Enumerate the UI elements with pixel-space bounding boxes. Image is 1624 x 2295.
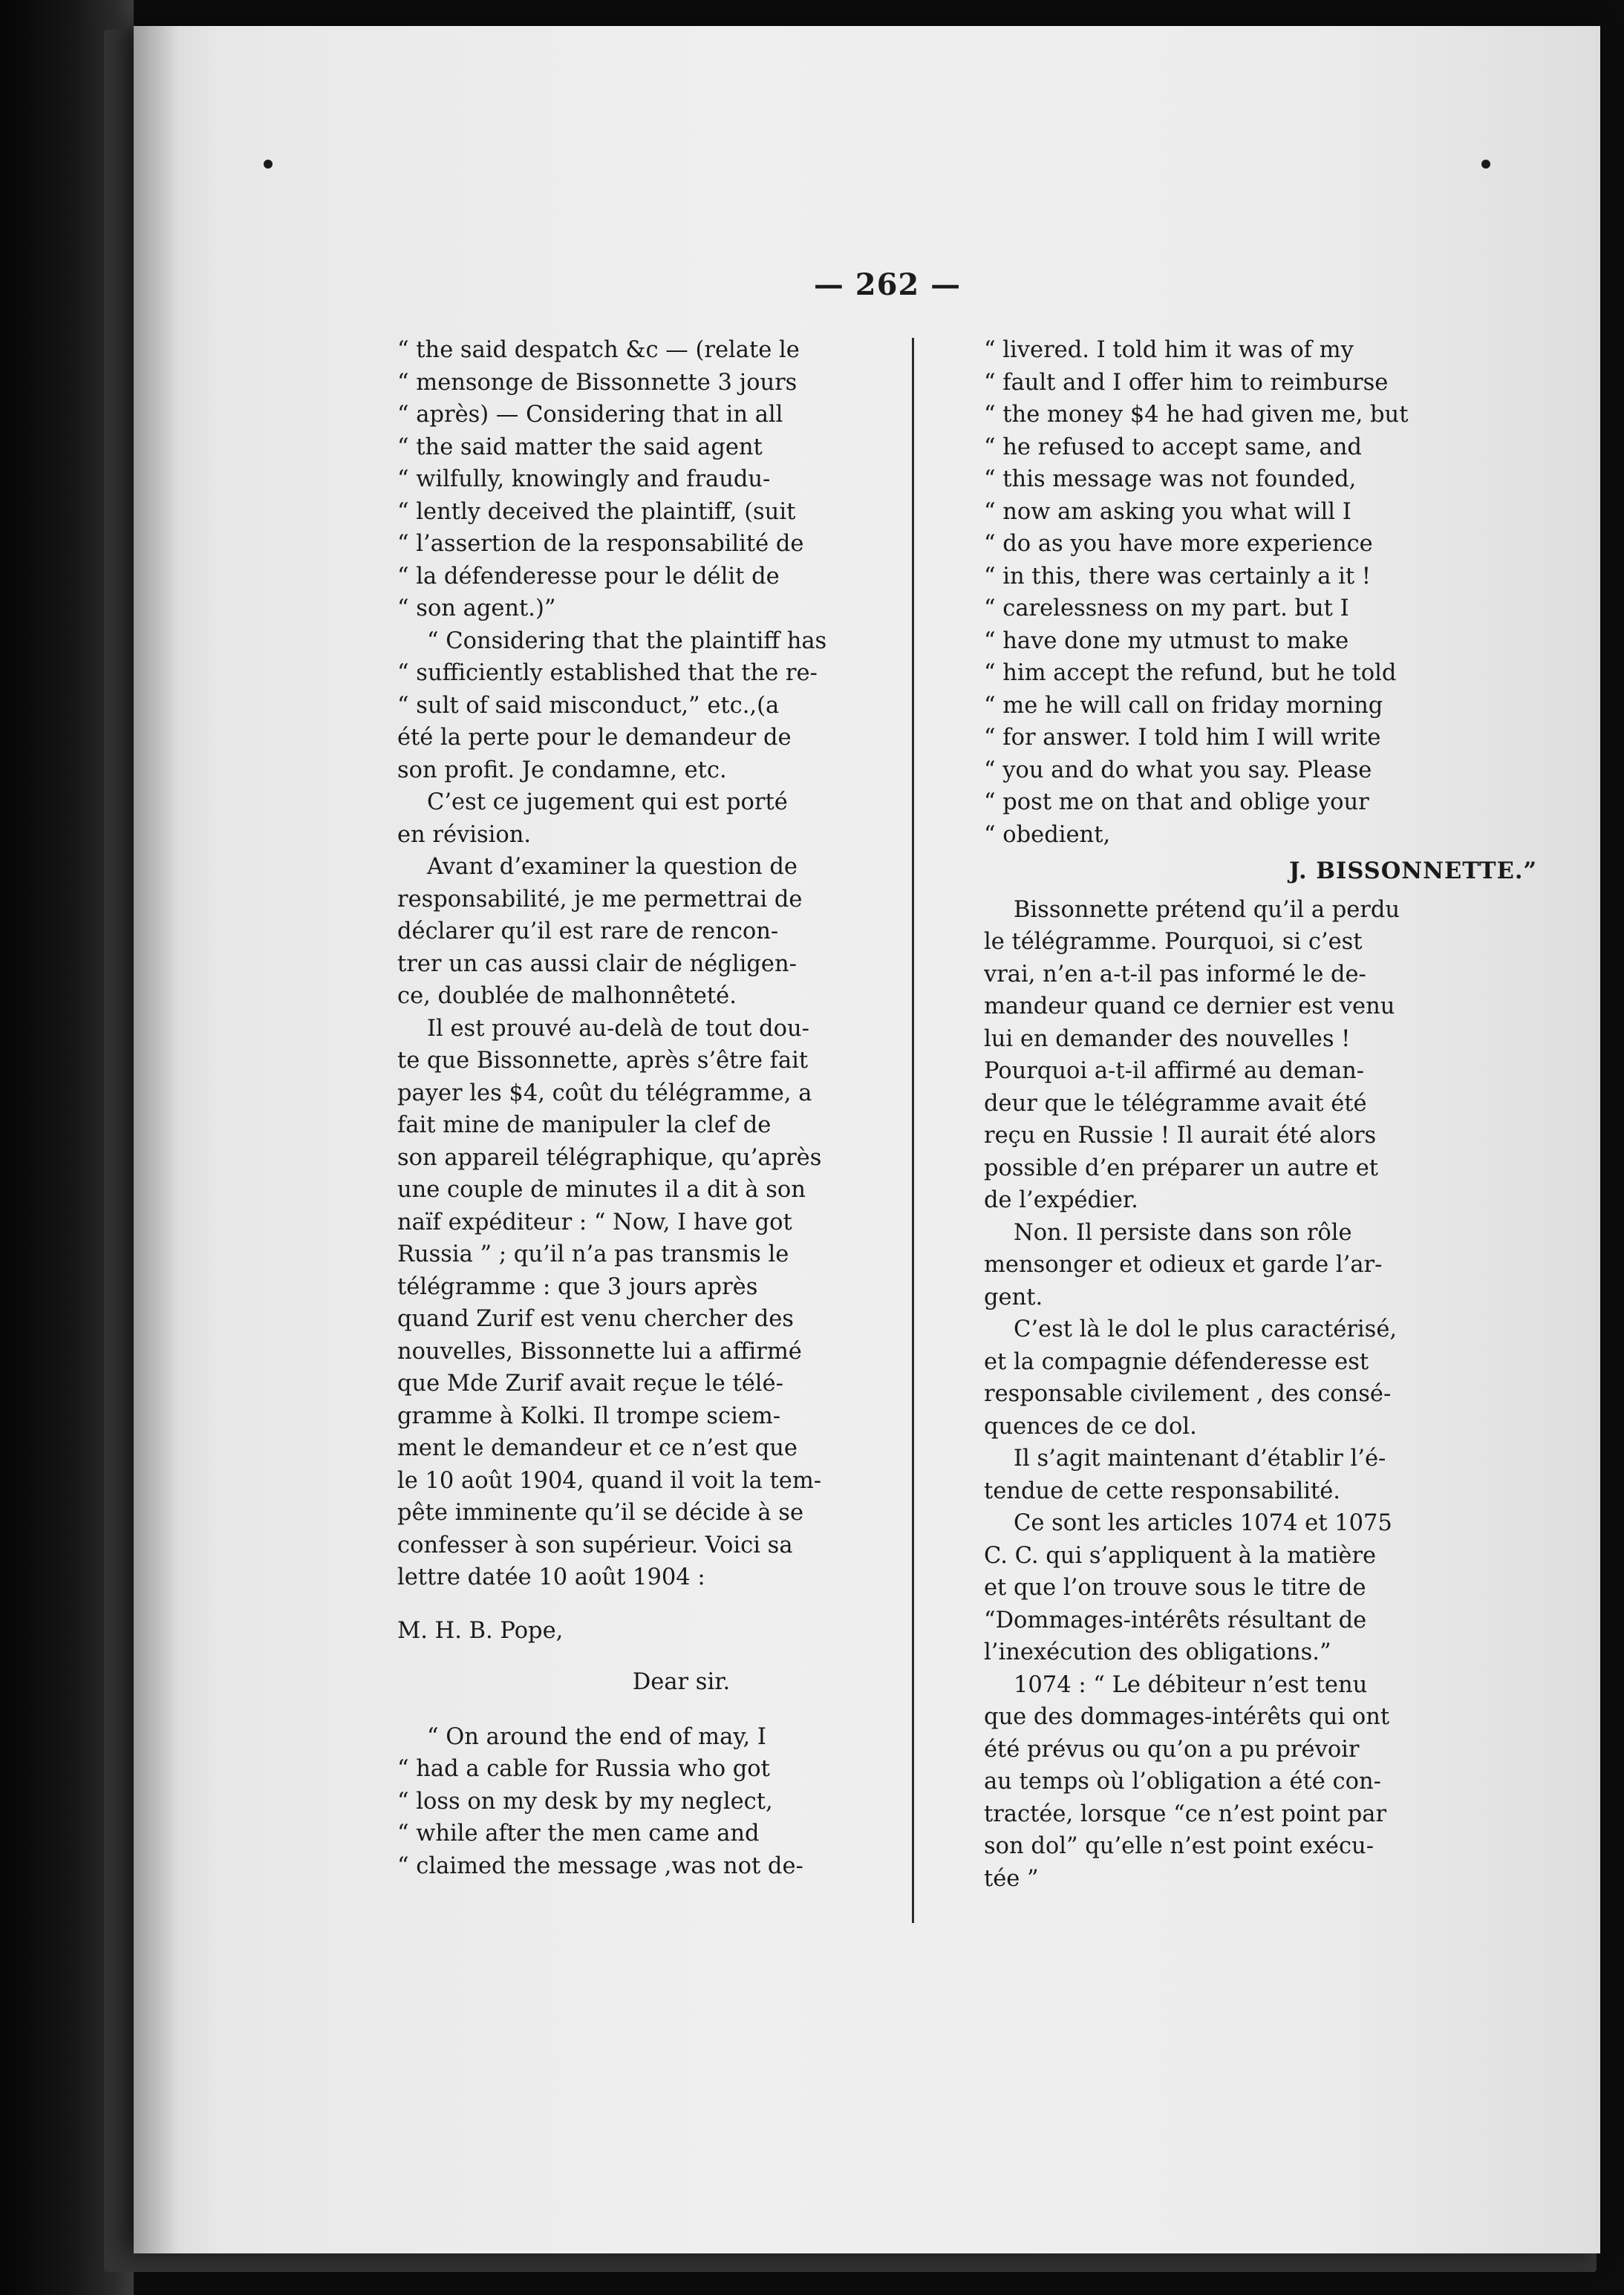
- text-line: Bissonnette prétend qu’il a perdu: [1014, 896, 1400, 923]
- paragraph-letter-start: [397, 1721, 965, 1883]
- text-line: ment le demandeur et ce n’est que: [397, 1435, 798, 1461]
- text-line: Ce sont les articles 1074 et 1075: [1014, 1510, 1392, 1536]
- text-line: et la compagnie défenderesse est: [984, 1348, 1369, 1375]
- text-line: “Dommages-intérêts résultant de: [984, 1607, 1367, 1633]
- paragraph-claims: [984, 894, 1537, 1217]
- text-line: “ carelessness on my part. but I: [984, 595, 1349, 621]
- text-line: responsabilité, je me permettrai de: [397, 886, 803, 913]
- text-line: Il s’agit maintenant d’établir l’é-: [1014, 1446, 1386, 1472]
- text-line: “ the money $4 he had given me, but: [984, 402, 1409, 428]
- paragraph-establish: [984, 1443, 1537, 1507]
- letter-greeting: Dear sir.: [632, 1669, 731, 1695]
- text-line: “ this message was not founded,: [984, 466, 1357, 492]
- text-line: responsable civilement , des consé-: [984, 1381, 1392, 1407]
- text-line: “ the said matter the said agent: [397, 434, 763, 460]
- text-line: le 10 août 1904, quand il voit la tem-: [397, 1467, 822, 1494]
- paragraph-proof: [397, 1013, 965, 1594]
- text-line: Russia ” ; qu’il n’a pas transmis le: [397, 1241, 789, 1267]
- text-line: “ he refused to accept same, and: [984, 434, 1362, 460]
- text-line: “ the said despatch &c — (relate le: [397, 337, 800, 363]
- left-column: [397, 334, 965, 1882]
- text-line: “ for answer. I told him I will write: [984, 725, 1381, 751]
- letter-signature: J. BISSONNETTE.”: [1288, 858, 1537, 884]
- text-line: “ him accept the refund, but he told: [984, 660, 1397, 686]
- text-line: 1074 : “ Le débiteur n’est tenu: [1014, 1671, 1368, 1698]
- text-line: quences de ce dol.: [984, 1413, 1197, 1440]
- text-line: déclarer qu’il est rare de rencon-: [397, 918, 779, 944]
- text-line: Pourquoi a-t-il affirmé au deman-: [984, 1058, 1365, 1084]
- text-line: “ have done my utmust to make: [984, 627, 1349, 654]
- text-line: et que l’on trouve sous le titre de: [984, 1575, 1366, 1601]
- text-line: une couple de minutes il a dit à son: [397, 1177, 806, 1203]
- text-line: Avant d’examiner la question de: [427, 854, 798, 880]
- text-line: tendue de cette responsabilité.: [984, 1478, 1340, 1504]
- text-line: gramme à Kolki. Il trompe sciem-: [397, 1403, 781, 1429]
- text-line: C’est ce jugement qui est porté: [427, 789, 788, 815]
- text-line: naïf expéditeur : “ Now, I have got: [397, 1209, 792, 1235]
- text-line: fait mine de manipuler la clef de: [397, 1112, 772, 1138]
- text-line: pête imminente qu’il se décide à se: [397, 1500, 803, 1526]
- text-line: payer les $4, coût du télégramme, a: [397, 1080, 812, 1106]
- paragraph-dol: [984, 1313, 1537, 1443]
- text-line: “ mensonge de Bissonnette 3 jours: [397, 369, 798, 396]
- text-line: été prévus ou qu’on a pu prévoir: [984, 1736, 1360, 1763]
- text-line: “ lently deceived the plaintiff, (suit: [397, 498, 796, 525]
- text-line: “ loss on my desk by my neglect,: [397, 1788, 773, 1815]
- text-line: “ la défenderesse pour le délit de: [397, 563, 780, 590]
- paragraph-non: [984, 1217, 1537, 1314]
- text-line: “ l’assertion de la responsabilité de: [397, 531, 804, 557]
- paragraph-considering: [397, 625, 965, 787]
- paragraph-letter-continued: [984, 334, 1537, 851]
- text-line: “ you and do what you say. Please: [984, 757, 1372, 783]
- text-line: le télégramme. Pourquoi, si c’est: [984, 929, 1363, 955]
- text-line: “ fault and I offer him to reimburse: [984, 369, 1389, 396]
- text-line: “ post me on that and oblige your: [984, 789, 1369, 815]
- text-line: “ me he will call on friday morning: [984, 692, 1383, 719]
- text-line: “ had a cable for Russia who got: [397, 1756, 770, 1782]
- text-line: C. C. qui s’appliquent à la matière: [984, 1542, 1377, 1569]
- text-line: tée ”: [984, 1865, 1039, 1892]
- text-line: gent.: [984, 1284, 1043, 1310]
- text-line: te que Bissonnette, après s’être fait: [397, 1048, 809, 1074]
- page-number: — 262 —: [813, 267, 962, 302]
- text-line: “ in this, there was certainly a it !: [984, 563, 1372, 590]
- text-line: “ On around the end of may, I: [427, 1723, 766, 1750]
- text-line: mandeur quand ce dernier est venu: [984, 993, 1395, 1019]
- text-line: “ sult of said misconduct,” etc.,(a: [397, 692, 780, 719]
- text-line: deur que le télégramme avait été: [984, 1090, 1367, 1117]
- text-line: possible d’en préparer un autre et: [984, 1155, 1379, 1181]
- text-line: trer un cas aussi clair de négligen-: [397, 950, 797, 977]
- text-line: été la perte pour le demandeur de: [397, 725, 792, 751]
- text-line: quand Zurif est venu chercher des: [397, 1306, 794, 1332]
- text-line: “ obedient,: [984, 821, 1111, 848]
- gutter-shadow: [134, 26, 178, 2253]
- text-line: son appareil télégraphique, qu’après: [397, 1144, 822, 1171]
- paragraph-article-1074: [984, 1669, 1537, 1896]
- text-line: au temps où l’obligation a été con-: [984, 1769, 1381, 1795]
- text-line: reçu en Russie ! Il aurait été alors: [984, 1123, 1377, 1149]
- text-line: “ while after the men came and: [397, 1821, 760, 1847]
- text-line: ce, doublée de malhonnêteté.: [397, 983, 737, 1009]
- text-line: tractée, lorsque “ce n’est point par: [984, 1801, 1387, 1827]
- paragraph-examine: [397, 851, 965, 1013]
- text-line: “ sufficiently established that the re-: [397, 660, 818, 686]
- text-line: son dol” qu’elle n’est point exécu-: [984, 1833, 1374, 1859]
- text-line: vrai, n’en a-t-il pas informé le de-: [984, 961, 1366, 987]
- text-line: que Mde Zurif avait reçue le télé-: [397, 1371, 783, 1397]
- text-line: mensonger et odieux et garde l’ar-: [984, 1252, 1383, 1278]
- text-line: “ son agent.)”: [397, 595, 556, 621]
- text-line: “ Considering that the plaintiff has: [427, 627, 827, 654]
- text-line: que des dommages-intérêts qui ont: [984, 1704, 1390, 1730]
- text-line: “ wilfully, knowingly and fraudu-: [397, 466, 771, 492]
- binding-hole-right: [1481, 160, 1490, 169]
- text-line: son profit. Je condamne, etc.: [397, 757, 727, 783]
- paragraph-judgment: [397, 786, 965, 851]
- text-line: télégramme : que 3 jours après: [397, 1273, 758, 1300]
- text-line: nouvelles, Bissonnette lui a affirmé: [397, 1338, 802, 1365]
- text-line: “ now am asking you what will I: [984, 498, 1351, 525]
- text-line: confesser à son supérieur. Voici sa: [397, 1532, 793, 1558]
- text-line: l’inexécution des obligations.”: [984, 1639, 1331, 1665]
- text-line: “ claimed the message ,was not de-: [397, 1852, 803, 1879]
- text-line: “ après) — Considering that in all: [397, 402, 783, 428]
- text-line: C’est là le dol le plus caractérisé,: [1014, 1316, 1398, 1342]
- right-column: [984, 334, 1537, 1895]
- text-line: Il est prouvé au-delà de tout dou-: [427, 1015, 809, 1042]
- text-line: Non. Il persiste dans son rôle: [1014, 1219, 1352, 1246]
- text-line: “ livered. I told him it was of my: [984, 337, 1354, 363]
- text-line: lettre datée 10 août 1904 :: [397, 1564, 705, 1590]
- letter-salutation: M. H. B. Pope,: [397, 1617, 564, 1644]
- text-line: “ do as you have more experience: [984, 531, 1373, 557]
- paragraph-quote-opening: [397, 334, 965, 625]
- paragraph-articles: [984, 1507, 1537, 1669]
- text-line: en révision.: [397, 821, 532, 848]
- text-line: lui en demander des nouvelles !: [984, 1025, 1351, 1052]
- binding-hole-left: [264, 160, 273, 169]
- text-line: de l’expédier.: [984, 1187, 1138, 1213]
